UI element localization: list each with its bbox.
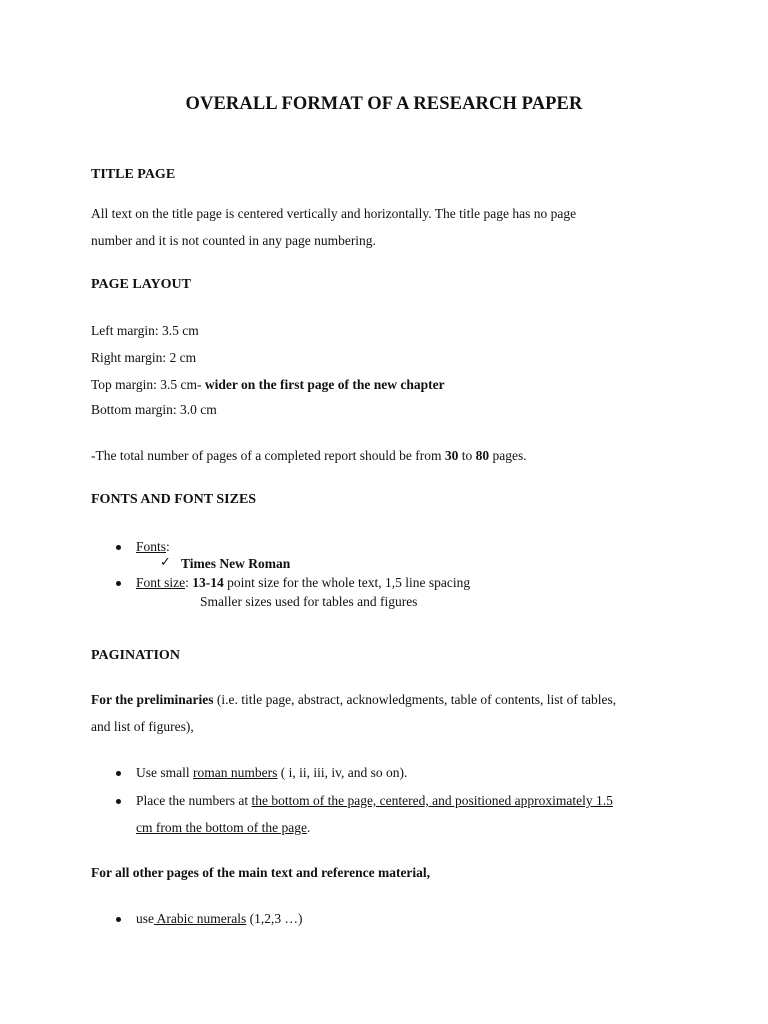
- total-pages-max: 80: [475, 448, 490, 463]
- roman-suffix: ( i, ii, iii, iv, and so on).: [277, 765, 408, 780]
- preliminaries-line-2: and list of figures),: [91, 719, 194, 734]
- font-name: [181, 556, 290, 572]
- section-heading-pagination: PAGINATION: [91, 648, 180, 663]
- arabic-suffix: (1,2,3 …): [246, 911, 303, 926]
- number-position-item: [136, 793, 613, 809]
- preliminaries-line: [91, 692, 616, 708]
- position-prefix: Place the numbers at: [136, 793, 252, 808]
- bottom-margin-line: Bottom margin: 3.0 cm: [91, 402, 217, 417]
- bullet-icon: [116, 917, 121, 922]
- paragraph-line: number and it is not counted in any page numbering.: [91, 233, 376, 248]
- font-name-text: Times New Roman: [181, 556, 291, 571]
- bullet-icon: [116, 799, 121, 804]
- arabic-numerals-item: [136, 911, 302, 927]
- roman-prefix: Use small: [136, 765, 193, 780]
- preliminaries-text: (i.e. title page, abstract, acknowledgments, table of contents, list of tables,: [213, 692, 617, 707]
- preliminaries-bold: For the preliminaries: [91, 692, 214, 707]
- left-margin-line: Left margin: 3.5 cm: [91, 323, 199, 338]
- position-underline-1: the bottom of the page, centered, and positioned approximately 1.5: [251, 793, 613, 808]
- font-size-item: [136, 575, 470, 591]
- checkmark-icon: ✓: [160, 555, 171, 570]
- right-margin-line: Right margin: 2 cm: [91, 350, 197, 365]
- section-heading-page-layout: PAGE LAYOUT: [91, 277, 191, 292]
- fonts-item: [136, 539, 170, 555]
- other-pages-bold: For all other pages of the main text and reference material,: [91, 865, 431, 880]
- roman-numbers-item: [136, 765, 407, 781]
- top-margin-text: Top margin: 3.5 cm-: [91, 377, 205, 392]
- fonts-colon: :: [166, 539, 170, 554]
- total-pages-to: to: [458, 448, 476, 463]
- paragraph-line: All text on the title page is centered vertically and horizontally. The title page has no page: [91, 206, 577, 221]
- font-size-note: Smaller sizes used for tables and figures: [200, 594, 418, 609]
- font-size-label: Font size: [136, 575, 186, 590]
- top-margin-bold-note: wider on the first page of the new chapter: [204, 377, 445, 392]
- font-size-colon: :: [185, 575, 193, 590]
- top-margin-line: [91, 377, 445, 393]
- fonts-label: Fonts: [136, 539, 167, 554]
- roman-underline: roman numbers: [193, 765, 278, 780]
- total-pages-min: 30: [444, 448, 459, 463]
- font-size-text: point size for the whole text, 1,5 line spacing: [223, 575, 471, 590]
- position-suffix: .: [306, 820, 311, 835]
- document-title: OVERALL FORMAT OF A RESEARCH PAPER: [185, 94, 583, 114]
- font-size-value: 13-14: [192, 575, 224, 590]
- position-underline-2: cm from the bottom of the page: [136, 820, 307, 835]
- total-pages-line: [91, 448, 527, 464]
- bullet-icon: [116, 581, 121, 586]
- arabic-prefix: use: [136, 911, 154, 926]
- section-heading-title-page: TITLE PAGE: [91, 167, 176, 182]
- bullet-icon: [116, 545, 121, 550]
- total-pages-text: -The total number of pages of a completed report should be from: [91, 448, 445, 463]
- number-position-item-line-2: [136, 820, 310, 836]
- total-pages-suffix: pages.: [489, 448, 527, 463]
- arabic-underline: Arabic numerals: [154, 911, 247, 926]
- bullet-icon: [116, 771, 121, 776]
- section-heading-fonts: FONTS AND FONT SIZES: [91, 492, 257, 507]
- other-pages-line: [91, 865, 430, 881]
